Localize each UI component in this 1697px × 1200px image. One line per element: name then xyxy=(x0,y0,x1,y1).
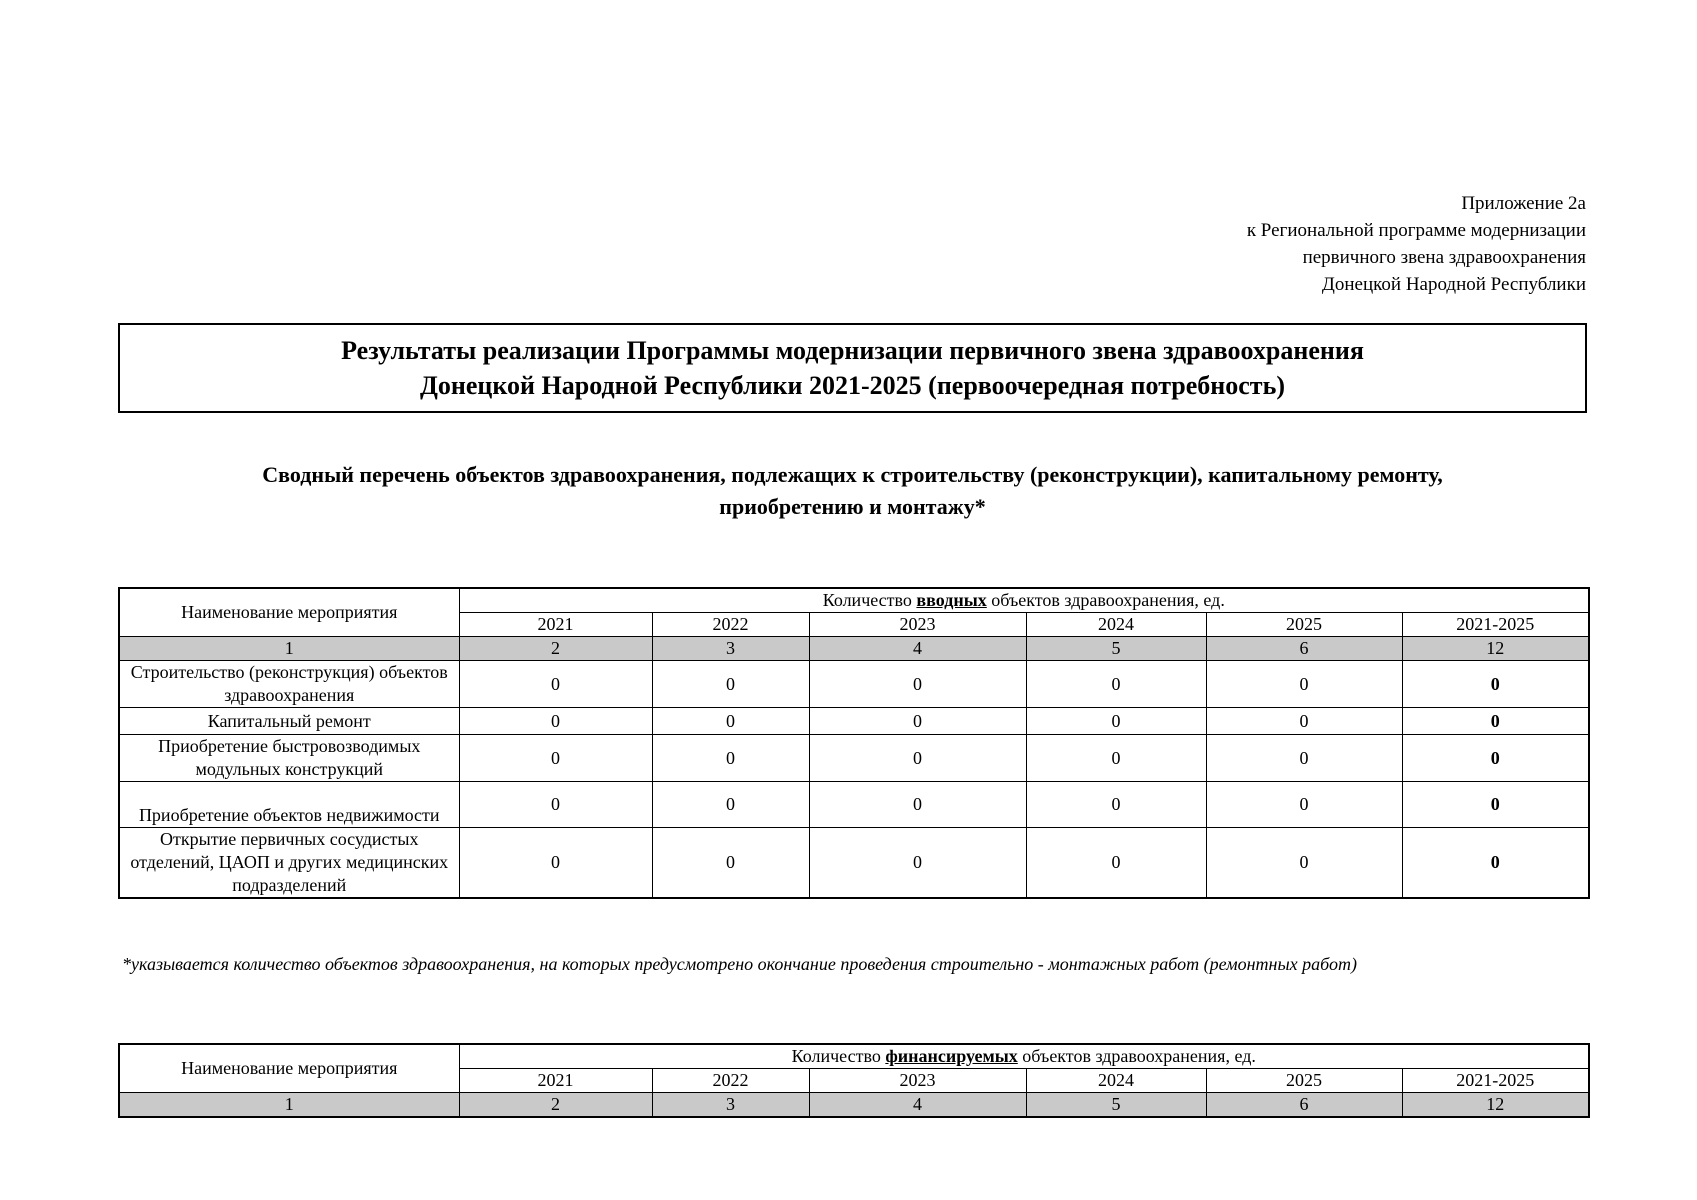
column-number: 4 xyxy=(809,637,1026,661)
value-cell: 0 xyxy=(1026,661,1206,708)
value-cell: 0 xyxy=(1206,782,1402,828)
appendix-line: первичного звена здравоохранения xyxy=(1302,247,1586,268)
group-header-suffix: объектов здравоохранения, ед. xyxy=(986,590,1225,610)
year-header: 2022 xyxy=(652,1069,809,1093)
column-number: 5 xyxy=(1026,1093,1206,1118)
name-header: Наименование мероприятия xyxy=(119,1044,459,1093)
table-row xyxy=(119,782,1589,828)
value-cell: 0 xyxy=(809,782,1026,828)
year-header: 2024 xyxy=(1026,1069,1206,1093)
commissioned-objects-table xyxy=(118,587,1590,899)
value-cell: 0 xyxy=(1026,735,1206,782)
table-row xyxy=(119,708,1589,735)
table-row xyxy=(119,735,1589,782)
column-number: 3 xyxy=(652,637,809,661)
group-header-emphasis: финансируемых xyxy=(885,1046,1018,1066)
value-cell: 0 xyxy=(809,661,1026,708)
value-cell: 0 xyxy=(652,708,809,735)
year-header: 2022 xyxy=(652,613,809,637)
column-number: 5 xyxy=(1026,637,1206,661)
value-cell: 0 xyxy=(459,661,652,708)
value-cell: 0 xyxy=(809,708,1026,735)
table-row xyxy=(119,828,1589,899)
column-number: 12 xyxy=(1402,637,1589,661)
year-header: 2021-2025 xyxy=(1402,613,1589,637)
column-number: 6 xyxy=(1206,1093,1402,1118)
value-cell: 0 xyxy=(1402,735,1589,782)
year-header: 2024 xyxy=(1026,613,1206,637)
column-number: 3 xyxy=(652,1093,809,1118)
year-header: 2021-2025 xyxy=(1402,1069,1589,1093)
value-cell: 0 xyxy=(459,782,652,828)
document-title xyxy=(118,323,1587,413)
title-line: Донецкой Народной Республики 2021-2025 (первоочередная потребность) xyxy=(420,371,1285,400)
value-cell: 0 xyxy=(1206,735,1402,782)
financed-objects-table xyxy=(118,1043,1590,1118)
value-cell: 0 xyxy=(459,708,652,735)
year-header: 2025 xyxy=(1206,613,1402,637)
value-cell: 0 xyxy=(809,828,1026,899)
value-cell: 0 xyxy=(1402,661,1589,708)
section-subtitle xyxy=(118,459,1587,523)
column-number: 1 xyxy=(119,1093,459,1118)
value-cell: 0 xyxy=(1026,828,1206,899)
appendix-line: к Региональной программе модернизации xyxy=(1246,220,1586,241)
row-name: Приобретение быстровозводимых модульных конструкций xyxy=(119,735,459,782)
value-cell: 0 xyxy=(1402,828,1589,899)
value-cell: 0 xyxy=(652,828,809,899)
footnote: *указывается количество объектов здравоохранения, на которых предусмотрено окончание проведения строительно - монтажных работ (ремонтных работ) xyxy=(122,954,1357,974)
value-cell: 0 xyxy=(1206,828,1402,899)
column-number: 4 xyxy=(809,1093,1026,1118)
row-name: Приобретение объектов недвижимости xyxy=(119,782,459,828)
column-number: 2 xyxy=(459,637,652,661)
year-header: 2025 xyxy=(1206,1069,1402,1093)
value-cell: 0 xyxy=(1206,661,1402,708)
year-header: 2023 xyxy=(809,1069,1026,1093)
group-header-suffix: объектов здравоохранения, ед. xyxy=(1017,1046,1256,1066)
value-cell: 0 xyxy=(459,735,652,782)
appendix-line: Донецкой Народной Республики xyxy=(1321,274,1586,295)
row-name: Капитальный ремонт xyxy=(119,708,459,735)
column-number: 2 xyxy=(459,1093,652,1118)
value-cell: 0 xyxy=(1026,782,1206,828)
column-number: 1 xyxy=(119,637,459,661)
column-number: 6 xyxy=(1206,637,1402,661)
value-cell: 0 xyxy=(652,735,809,782)
table-row xyxy=(119,661,1589,708)
group-header xyxy=(459,1044,1589,1069)
value-cell: 0 xyxy=(1402,708,1589,735)
value-cell: 0 xyxy=(1206,708,1402,735)
year-header: 2021 xyxy=(459,613,652,637)
subtitle-line: приобретению и монтажу* xyxy=(719,494,986,519)
group-header-emphasis: вводных xyxy=(916,590,987,610)
subtitle-line: Сводный перечень объектов здравоохранения, подлежащих к строительству (реконструкции), капитальному ремонту, xyxy=(262,462,1443,487)
year-header: 2023 xyxy=(809,613,1026,637)
year-header: 2021 xyxy=(459,1069,652,1093)
value-cell: 0 xyxy=(459,828,652,899)
appendix-note xyxy=(1247,190,1586,298)
title-line: Результаты реализации Программы модернизации первичного звена здравоохранения xyxy=(341,336,1364,365)
value-cell: 0 xyxy=(809,735,1026,782)
value-cell: 0 xyxy=(1402,782,1589,828)
row-name: Открытие первичных сосудистых отделений, ЦАОП и других медицинских подразделений xyxy=(119,828,459,899)
appendix-line: Приложение 2а xyxy=(1461,193,1586,214)
column-number: 12 xyxy=(1402,1093,1589,1118)
group-header-prefix: Количество xyxy=(822,590,917,610)
value-cell: 0 xyxy=(652,661,809,708)
value-cell: 0 xyxy=(1026,708,1206,735)
value-cell: 0 xyxy=(652,782,809,828)
name-header: Наименование мероприятия xyxy=(119,588,459,637)
group-header xyxy=(459,588,1589,613)
group-header-prefix: Количество xyxy=(791,1046,886,1066)
row-name: Строительство (реконструкция) объектов здравоохранения xyxy=(119,661,459,708)
